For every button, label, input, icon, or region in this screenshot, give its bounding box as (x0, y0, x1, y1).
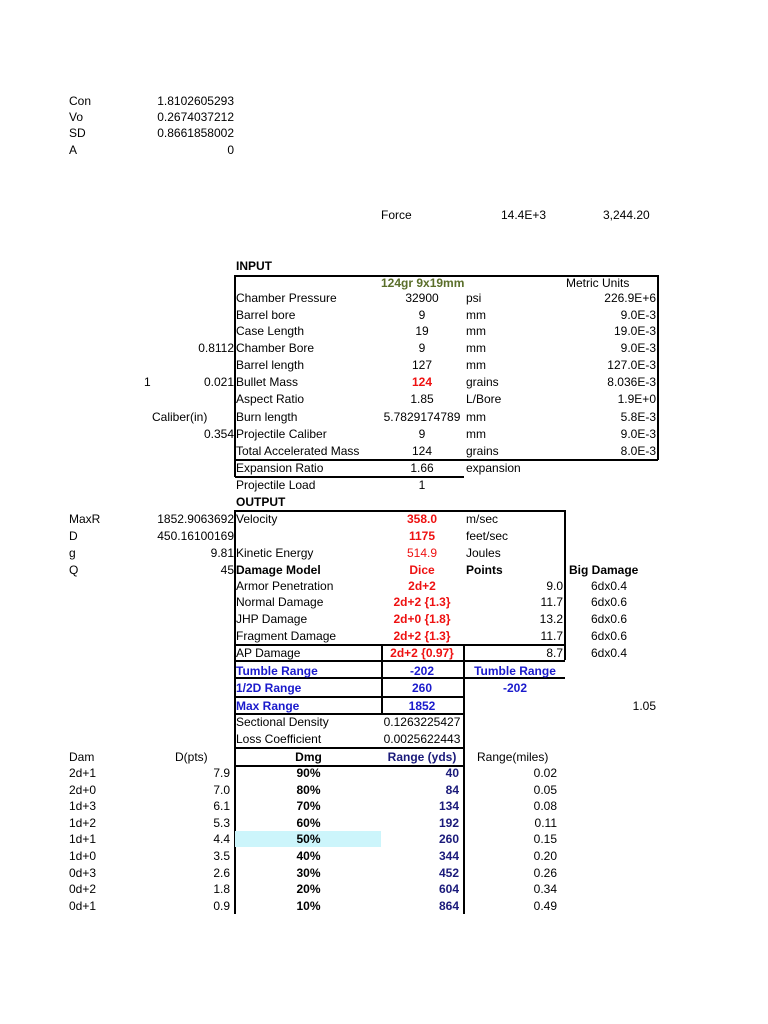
const-value-sd: 0.8661858002 (157, 126, 234, 140)
damage-row-dice: 2d+2 {1.3} (393, 595, 451, 609)
range-row-miles: 0.49 (533, 899, 557, 913)
ammo-name: 124gr 9x19mm (381, 276, 465, 290)
metric-heading: Metric Units (566, 276, 630, 290)
q-value: 45 (220, 563, 234, 577)
half-range-label: 1/2D Range (236, 681, 302, 695)
range-row-dpts: 6.1 (213, 799, 230, 813)
damage-row-big: 6dx0.6 (591, 629, 628, 643)
caliber-value: 0.354 (203, 427, 234, 441)
input-row-value: 9 (418, 341, 426, 355)
range-row-miles: 0.34 (533, 882, 557, 896)
input-row-metric: 8.036E-3 (607, 375, 656, 389)
range-row-miles: 0.11 (534, 816, 557, 830)
input-row-label: Barrel length (236, 358, 305, 372)
input-row-label: Aspect Ratio (236, 392, 305, 406)
output-row-unit: m/sec (466, 512, 499, 526)
input-row-label: Projectile Caliber (236, 427, 327, 441)
damage-row-label: Normal Damage (236, 595, 324, 609)
output-row-unit: feet/sec (466, 529, 509, 543)
tumble-range-label: Tumble Range (236, 664, 318, 678)
input-row-value: 5.7829174789 (383, 410, 461, 424)
tumble-range-extra-label: Tumble Range (474, 664, 556, 678)
damage-row-points: 13.2 (539, 612, 563, 626)
input-row-metric: 127.0E-3 (607, 358, 656, 372)
input-row-unit: mm (466, 358, 486, 372)
input-row-label: Chamber Bore (236, 341, 315, 355)
range-row-dmg: 30% (296, 866, 321, 880)
output-left-label: g (69, 546, 76, 560)
range-row-yds: 192 (438, 816, 459, 830)
input-row-value: 1.85 (410, 392, 434, 406)
input-row-label: Case Length (236, 324, 305, 338)
const-label-con: Con (69, 94, 92, 108)
sectional-density-label: Sectional Density (236, 715, 329, 729)
points-header: Points (466, 563, 503, 577)
range-row-dpts: 7.9 (213, 766, 230, 780)
loss-rule (235, 747, 464, 749)
force-value-1: 14.4E+3 (501, 208, 547, 222)
damage-row-points: 8.7 (546, 646, 563, 660)
sectional-density-value: 0.1263225427 (383, 715, 461, 729)
dam-header: Dam (69, 750, 95, 764)
input-heading: INPUT (236, 259, 272, 273)
force-value-2: 3,244.20 (603, 208, 650, 222)
input-row-label: Projectile Load (236, 478, 316, 492)
input-row-unit: mm (466, 324, 486, 338)
input-row-metric: 19.0E-3 (613, 324, 656, 338)
loss-coefficient-value: 0.0025622443 (383, 732, 461, 746)
const-label-a: A (69, 143, 78, 157)
output-heading: OUTPUT (236, 495, 286, 509)
range-row-miles: 0.26 (533, 866, 557, 880)
range-row-yds: 260 (438, 832, 459, 846)
damage-row-label: Armor Penetration (236, 579, 334, 593)
range-row-dmg: 70% (296, 799, 321, 813)
input-row-metric: 8.0E-3 (620, 444, 656, 458)
input-row-metric: 9.0E-3 (620, 427, 656, 441)
bullet-mass-side-a: 1 (144, 375, 151, 389)
input-row-metric: 9.0E-3 (620, 341, 656, 355)
range-divider-2 (463, 644, 465, 914)
q-label: Q (69, 563, 79, 577)
range-row-yds: 344 (438, 849, 459, 863)
damage-row-big: 6dx0.4 (591, 579, 628, 593)
dpts-header: D(pts) (175, 750, 208, 764)
range-row-miles: 0.20 (533, 849, 557, 863)
input-row-unit: grains (466, 375, 499, 389)
tumble-range-value: -202 (409, 664, 435, 678)
big-damage-header: Big Damage (569, 563, 639, 577)
max-range-value: 1852 (408, 699, 436, 713)
damage-model-label: Damage Model (236, 563, 321, 577)
range-row-dmg: 10% (296, 899, 321, 913)
range-row-miles: 0.15 (533, 832, 557, 846)
damage-row-big: 6dx0.6 (591, 595, 628, 609)
range-row-dmg: 80% (296, 783, 321, 797)
range-row-dam: 1d+2 (69, 816, 97, 830)
dmg-header: Dmg (295, 750, 322, 764)
expansion-rule (235, 476, 381, 478)
input-row-metric: 1.9E+0 (617, 392, 656, 406)
input-row-unit: grains (466, 444, 499, 458)
range-row-yds: 84 (445, 783, 459, 797)
expansion-left-rule (234, 459, 236, 477)
input-row-value: 9 (418, 427, 426, 441)
input-row-unit: psi (466, 291, 482, 305)
range-row-dam: 2d+1 (69, 766, 97, 780)
dice-header: Dice (409, 563, 435, 577)
const-value-con: 1.8102605293 (157, 94, 234, 108)
damage-row-big: 6dx0.4 (591, 646, 628, 660)
damage-row-dice: 2d+0 {1.8} (393, 612, 451, 626)
max-range-extra: 1.05 (632, 699, 656, 713)
range-row-dpts: 7.0 (213, 783, 230, 797)
range-row-dam: 2d+0 (69, 783, 97, 797)
output-left-label: MaxR (69, 512, 101, 526)
damage-row-points: 11.7 (540, 629, 563, 643)
const-value-a: 0 (227, 143, 234, 157)
damage-row-points: 11.7 (540, 595, 563, 609)
bullet-mass-side-b: 0.021 (203, 375, 234, 389)
input-right-rule (657, 275, 659, 460)
range-miles-header: Range(miles) (477, 750, 549, 764)
range-row-yds: 864 (438, 899, 459, 913)
input-row-metric: 9.0E-3 (620, 308, 656, 322)
input-row-value: 1.66 (410, 461, 434, 475)
input-row-unit: mm (466, 427, 486, 441)
output-right-rule (564, 510, 566, 660)
damage-row-dice: 2d+2 {1.3} (393, 629, 451, 643)
input-row-unit: L/Bore (466, 392, 502, 406)
tumble-top-rule (235, 660, 565, 662)
input-row-metric: 226.9E+6 (604, 291, 656, 305)
input-row-label: Burn length (236, 410, 298, 424)
damage-row-label: Fragment Damage (236, 629, 337, 643)
range-row-dpts: 1.8 (213, 882, 230, 896)
input-left-rule (234, 275, 236, 460)
output-row-value: 1175 (408, 529, 436, 543)
input-row-value: 19 (415, 324, 429, 338)
range-row-dam: 1d+1 (69, 832, 97, 846)
range-row-yds: 40 (445, 766, 459, 780)
range-row-dpts: 3.5 (213, 849, 230, 863)
range-row-miles: 0.05 (533, 783, 557, 797)
damage-row-label: JHP Damage (236, 612, 308, 626)
input-row-value: 1 (418, 478, 426, 492)
range-row-yds: 134 (438, 799, 459, 813)
input-row-label: Total Accelerated Mass (236, 444, 360, 458)
input-row-unit: expansion (466, 461, 521, 475)
input-row-unit: mm (466, 341, 486, 355)
input-row-value: 124 (411, 444, 433, 458)
output-row-value: 358.0 (406, 512, 438, 526)
damage-row-points: 9.0 (546, 579, 563, 593)
output-left-value: 1852.9063692 (157, 512, 234, 526)
input-row-label: Bullet Mass (236, 375, 299, 389)
output-row-label: Velocity (236, 512, 278, 526)
range-row-dpts: 2.6 (213, 866, 230, 880)
range-row-dam: 0d+3 (69, 866, 97, 880)
expansion-rule-2 (381, 476, 464, 478)
input-row-value: 127 (411, 358, 433, 372)
output-row-unit: Joules (466, 546, 501, 560)
half-range-value: 260 (411, 681, 433, 695)
range-row-dpts: 5.3 (213, 816, 230, 830)
output-row-value: 514.9 (406, 546, 438, 560)
max-range-label: Max Range (236, 699, 300, 713)
input-row-label: Chamber Pressure (236, 291, 337, 305)
range-row-dmg: 50% (296, 832, 321, 846)
input-row-label: Barrel bore (236, 308, 296, 322)
half-range-rule (235, 696, 464, 698)
input-row-value: 124 (411, 375, 433, 389)
input-row-value: 9 (418, 308, 426, 322)
damage-row-dice: 2d+2 (408, 579, 436, 593)
damage-row-big: 6dx0.6 (591, 612, 628, 626)
range-row-dmg: 40% (296, 849, 321, 863)
loss-coefficient-label: Loss Coefficient (236, 732, 322, 746)
range-row-yds: 452 (438, 866, 459, 880)
range-row-dmg: 90% (296, 766, 321, 780)
input-row-label: Expansion Ratio (236, 461, 324, 475)
range-row-yds: 604 (438, 882, 459, 896)
range-row-dmg: 60% (296, 816, 321, 830)
caliber-label: Caliber(in) (152, 410, 208, 424)
const-value-vo: 0.2674037212 (157, 110, 234, 124)
output-left-value: 450.16100169 (157, 529, 234, 543)
input-bottom-rule (235, 459, 658, 461)
range-row-dpts: 4.4 (213, 832, 230, 846)
force-label: Force (381, 208, 412, 222)
chamber-bore-ratio: 0.8112 (198, 341, 234, 355)
range-row-miles: 0.08 (533, 799, 557, 813)
range-row-dam: 0d+1 (69, 899, 97, 913)
tumble-range-extra-value: -202 (502, 681, 528, 695)
range-row-dam: 0d+2 (69, 882, 97, 896)
const-label-sd: SD (69, 126, 86, 140)
input-row-unit: mm (466, 308, 486, 322)
output-left-value: 9.81 (210, 546, 234, 560)
damage-row-dice: 2d+2 {0.97} (390, 646, 454, 660)
range-row-dmg: 20% (296, 882, 321, 896)
output-row-label: Kinetic Energy (236, 546, 314, 560)
range-row-miles: 0.02 (533, 766, 557, 780)
damage-row-label: AP Damage (236, 646, 301, 660)
range-row-dpts: 0.9 (213, 899, 230, 913)
range-yds-header: Range (yds) (387, 750, 457, 764)
output-left-label: D (69, 529, 78, 543)
input-row-value: 32900 (405, 291, 439, 305)
range-row-dam: 1d+0 (69, 849, 97, 863)
input-row-unit: mm (466, 410, 486, 424)
const-label-vo: Vo (69, 110, 84, 124)
input-row-metric: 5.8E-3 (620, 410, 656, 424)
range-row-dam: 1d+3 (69, 799, 97, 813)
